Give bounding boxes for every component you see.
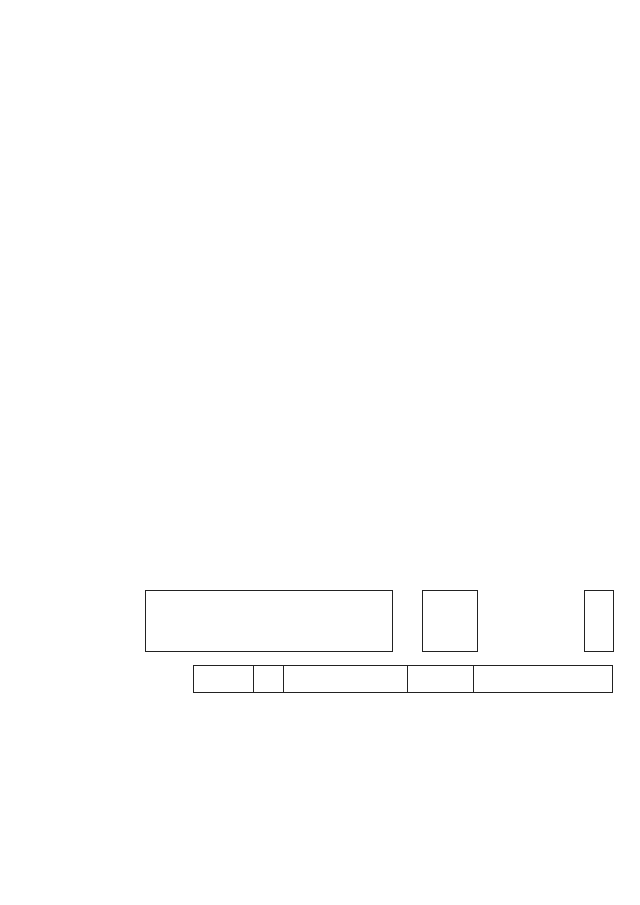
original-mark xyxy=(254,666,284,693)
regnum-cell xyxy=(474,666,613,693)
qualification-level-box xyxy=(584,590,614,652)
code-origin-cell xyxy=(408,666,474,693)
origin-table xyxy=(193,665,613,693)
function-name-box xyxy=(145,590,393,652)
borrowed-cell xyxy=(284,666,408,693)
original-cell xyxy=(194,666,254,693)
function-code-box xyxy=(422,590,478,652)
